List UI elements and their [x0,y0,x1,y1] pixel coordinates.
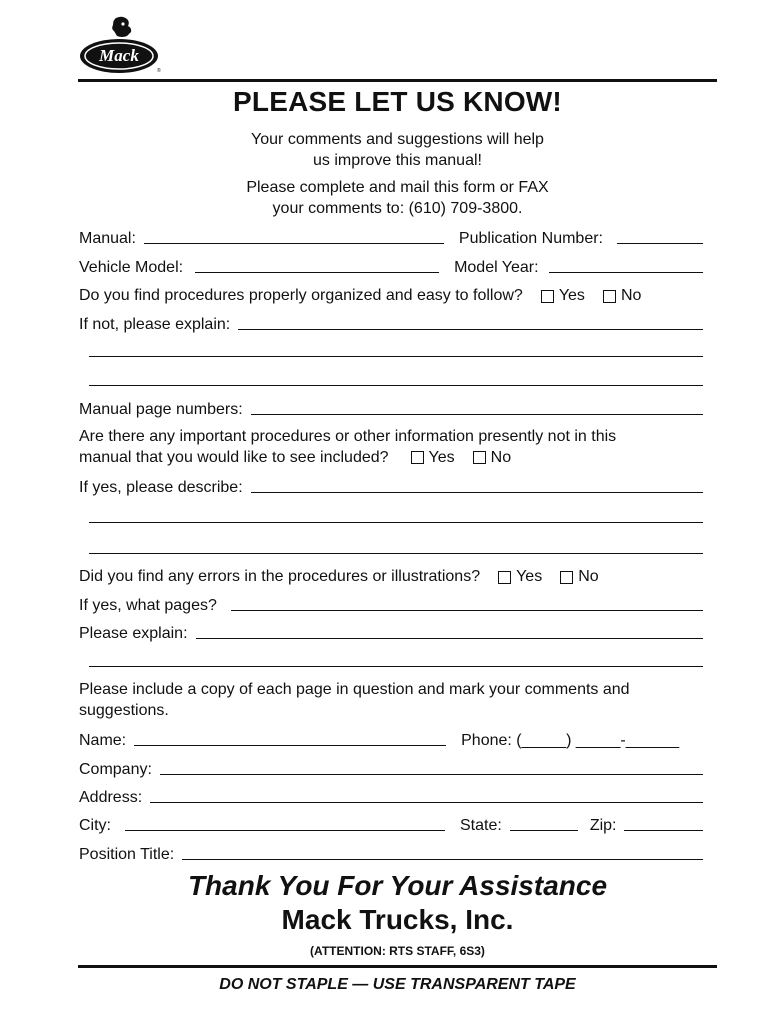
if-not-explain-row: If not, please explain: [79,312,703,334]
q3-no-checkbox[interactable]: No [560,568,598,586]
please-explain-field[interactable] [196,638,703,639]
page-title: PLEASE LET US KNOW! [233,86,562,117]
q1-no-checkbox[interactable]: No [603,287,641,305]
attention-note: (ATTENTION: RTS STAFF, 6S3) [310,944,485,958]
company-row: Company: [79,757,703,779]
please-explain-row: Please explain: [79,621,703,643]
question-2: Are there any important procedures or other information presently not in this manual that you would like to see included? Yes No [79,428,617,466]
bottom-rule [78,965,717,968]
footer-instruction: DO NOT STAPLE — USE TRANSPARENT TAPE [219,976,576,993]
question-1-row: Do you find procedures properly organized and easy to follow? Yes No [79,287,642,304]
explain-line-3[interactable] [89,385,703,386]
state-field[interactable] [510,830,578,831]
address-field[interactable] [150,802,703,803]
svg-text:®: ® [157,68,161,74]
city-field[interactable] [125,830,445,831]
company-name: Mack Trucks, Inc. [281,904,514,935]
page-numbers-row: Manual page numbers: [79,397,703,419]
explain-line-2[interactable] [89,356,703,357]
name-row: Name: Phone: (_____) _____-______ [79,732,680,749]
q2-yes-checkbox[interactable]: Yes [411,447,455,468]
city-row: City: State: Zip: [79,813,703,835]
intro-text-1: Your comments and suggestions will help us improve this manual! [251,131,544,169]
describe-field[interactable] [251,492,703,493]
position-title-field[interactable] [182,859,703,860]
name-field[interactable] [134,745,446,746]
please-explain-line-2[interactable] [89,666,703,667]
q2-no-checkbox[interactable]: No [473,447,511,468]
phone-field[interactable]: Phone: (_____) _____-______ [461,732,680,749]
intro-text-2: Please complete and mail this form or FAX your comments to: (610) 709-3800. [246,179,549,217]
page-numbers-field[interactable] [251,414,703,415]
vehicle-model-field[interactable] [195,272,439,273]
describe-line-3[interactable] [89,553,703,554]
what-pages-field[interactable] [231,610,703,611]
address-row: Address: [79,785,703,807]
copy-note: Please include a copy of each page in question and mark your comments and suggestions. [79,681,630,719]
svg-text:Mack: Mack [99,46,139,65]
zip-field[interactable] [624,830,703,831]
manual-row: Manual: Publication Number: [79,226,703,248]
q1-yes-checkbox[interactable]: Yes [541,287,585,305]
position-row: Position Title: [79,842,703,864]
mack-logo [78,14,164,78]
vehicle-row: Vehicle Model: Model Year: [79,255,703,277]
q3-yes-checkbox[interactable]: Yes [498,568,542,586]
describe-line-2[interactable] [89,522,703,523]
what-pages-row: If yes, what pages? [79,593,703,615]
manual-field[interactable] [144,243,444,244]
question-3-row: Did you find any errors in the procedures or illustrations? Yes No [79,568,599,585]
model-year-field[interactable] [549,272,703,273]
thank-you-heading: Thank You For Your Assistance [187,870,608,901]
company-field[interactable] [160,774,703,775]
explain-field[interactable] [238,329,703,330]
if-yes-describe-row: If yes, please describe: [79,475,703,497]
publication-number-field[interactable] [617,243,703,244]
top-rule [78,79,717,82]
